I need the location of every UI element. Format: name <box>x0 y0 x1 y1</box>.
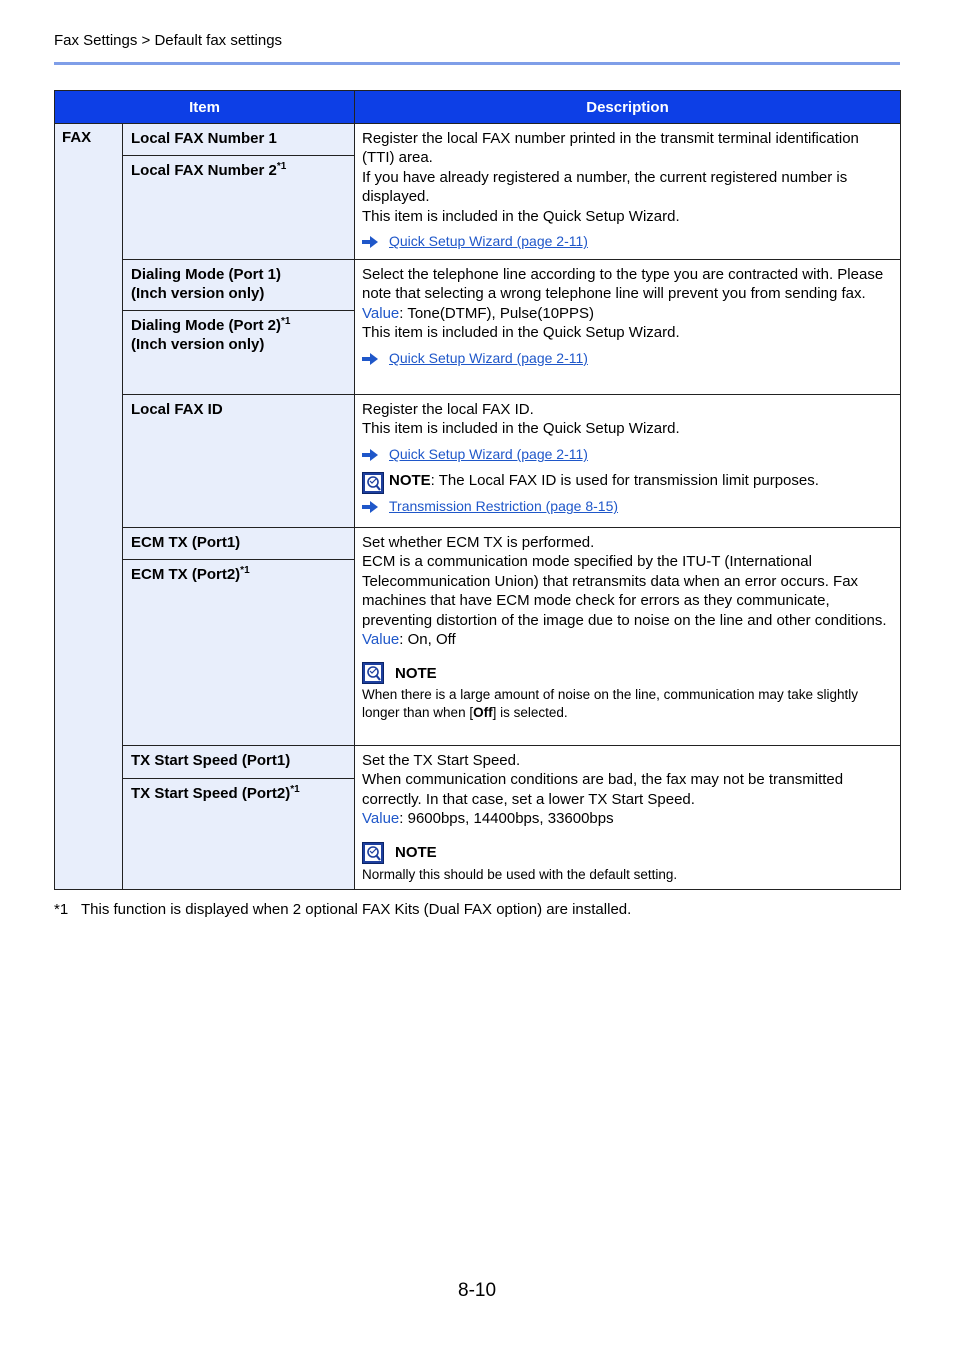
desc-line: Set the TX Start Speed. <box>362 752 521 769</box>
note-icon <box>362 472 384 494</box>
item-local-fax-number-2 <box>123 156 355 260</box>
note-text: ] is selected. <box>492 704 568 720</box>
settings-table-container <box>54 90 900 890</box>
item-label: Local FAX Number 2 <box>131 162 277 179</box>
reference-link-row <box>362 497 892 517</box>
arrow-right-icon <box>362 501 378 513</box>
value-line <box>362 630 892 649</box>
category-fax: FAX <box>55 124 123 890</box>
item-tx-start-speed-port1 <box>123 746 355 779</box>
table-row <box>55 124 901 156</box>
item-label: TX Start Speed (Port1) <box>131 752 291 769</box>
quick-setup-wizard-link[interactable]: Quick Setup Wizard (page 2-11) <box>389 349 588 366</box>
footnote-mark: *1 <box>54 901 69 918</box>
item-dialing-mode-port-1 <box>123 260 355 311</box>
desc-line: This item is included in the Quick Setup Wizard. <box>362 207 680 225</box>
desc-line: Register the local FAX number printed in the transmit terminal identification (TTI) area. <box>362 130 859 167</box>
value-label: Value <box>362 631 400 649</box>
item-label-line2: (Inch version only) <box>131 285 265 303</box>
item-label: ECM TX (Port2) <box>131 566 241 583</box>
header-item: Item <box>55 91 355 124</box>
settings-table <box>54 90 901 890</box>
quick-setup-wizard-link[interactable]: Quick Setup Wizard (page 2-11) <box>389 233 588 250</box>
arrow-right-icon <box>362 236 378 248</box>
note-heading <box>362 842 892 864</box>
description-ecm-tx <box>355 528 901 746</box>
note-heading <box>362 662 892 684</box>
desc-line: This item is included in the Quick Setup Wizard. <box>362 420 680 438</box>
value-line <box>362 304 892 323</box>
desc-line: If you have already registered a number, the current registered number is displayed. <box>362 168 848 206</box>
item-label: Dialing Mode (Port 1) <box>131 266 281 283</box>
footnote <box>54 901 631 918</box>
item-label: Dialing Mode (Port 2) <box>131 317 281 334</box>
item-ecm-tx-port1 <box>123 528 355 560</box>
item-ecm-tx-port2 <box>123 560 355 746</box>
footnote-marker: *1 <box>240 565 250 576</box>
table-row <box>55 528 901 560</box>
note-text: When there is a large amount of noise on the line, communication may take slightly longer than when [ <box>362 687 859 720</box>
desc-line: ECM is a communication mode specified by the ITU-T (International Telecommunication Union) that retransmits data when an error occurs. Fax machines that have ECM mode check for errors as they communicate, preventing distortion of the image due to noise on the line and other conditions. <box>362 553 887 629</box>
page-number: 8-10 <box>458 1280 497 1301</box>
item-label: ECM TX (Port1) <box>131 534 241 551</box>
header-rule <box>54 62 900 65</box>
item-label: Local FAX Number 1 <box>131 130 277 147</box>
note-text: : The Local FAX ID is used for transmission limit purposes. <box>430 471 819 489</box>
item-local-fax-number-1 <box>123 124 355 156</box>
description-local-fax-id <box>355 395 901 528</box>
table-row <box>55 395 901 528</box>
breadcrumb: Fax Settings > Default fax settings <box>54 32 283 49</box>
footnote-marker: *1 <box>281 316 291 327</box>
table-row <box>55 746 901 779</box>
note-bold-option: Off <box>473 704 493 720</box>
desc-line: Register the local FAX ID. <box>362 401 534 418</box>
desc-line: This item is included in the Quick Setup Wizard. <box>362 324 680 342</box>
item-label: Local FAX ID <box>131 401 223 418</box>
header-description: Description <box>355 91 901 124</box>
description-local-fax-number <box>355 124 901 260</box>
arrow-right-icon <box>362 449 378 461</box>
note-body <box>362 686 892 721</box>
note-icon <box>362 662 384 684</box>
item-local-fax-id <box>123 395 355 528</box>
note-icon <box>362 842 384 864</box>
value-text: : On, Off <box>399 631 456 649</box>
table-header-row <box>55 91 901 124</box>
reference-link-row <box>362 445 892 465</box>
description-dialing-mode <box>355 260 901 395</box>
value-label: Value <box>362 304 400 322</box>
note-title: NOTE <box>395 843 437 861</box>
item-tx-start-speed-port2 <box>123 778 355 889</box>
note-label: NOTE <box>389 471 431 489</box>
reference-link-row <box>362 232 892 252</box>
value-label: Value <box>362 810 400 828</box>
value-line <box>362 809 892 828</box>
footnote-marker: *1 <box>290 783 300 795</box>
value-text: : 9600bps, 14400bps, 33600bps <box>399 810 614 828</box>
value-text: : Tone(DTMF), Pulse(10PPS) <box>399 304 595 322</box>
arrow-right-icon <box>362 353 378 365</box>
desc-line: Select the telephone line according to the type you are contracted with. Please note that selecting a wrong telephone line will prevent you from sending fax. <box>362 266 884 303</box>
item-label-line2: (Inch version only) <box>131 336 265 354</box>
footnote-text: This function is displayed when 2 optional FAX Kits (Dual FAX option) are installed. <box>81 901 632 918</box>
item-dialing-mode-port-2 <box>123 311 355 395</box>
note-body: Normally this should be used with the default setting. <box>362 866 678 882</box>
reference-link-row <box>362 349 892 369</box>
item-label: TX Start Speed (Port2) <box>131 784 291 802</box>
desc-line: When communication conditions are bad, the fax may not be transmitted correctly. In that case, set a lower TX Start Speed. <box>362 771 844 808</box>
note-inline <box>362 471 892 494</box>
footnote-marker: *1 <box>276 161 287 172</box>
note-title: NOTE <box>395 664 437 682</box>
description-tx-start-speed <box>355 746 901 890</box>
quick-setup-wizard-link[interactable]: Quick Setup Wizard (page 2-11) <box>389 446 588 463</box>
table-row <box>55 260 901 311</box>
transmission-restriction-link[interactable]: Transmission Restriction (page 8-15) <box>389 498 619 515</box>
desc-line: Set whether ECM TX is performed. <box>362 534 595 551</box>
